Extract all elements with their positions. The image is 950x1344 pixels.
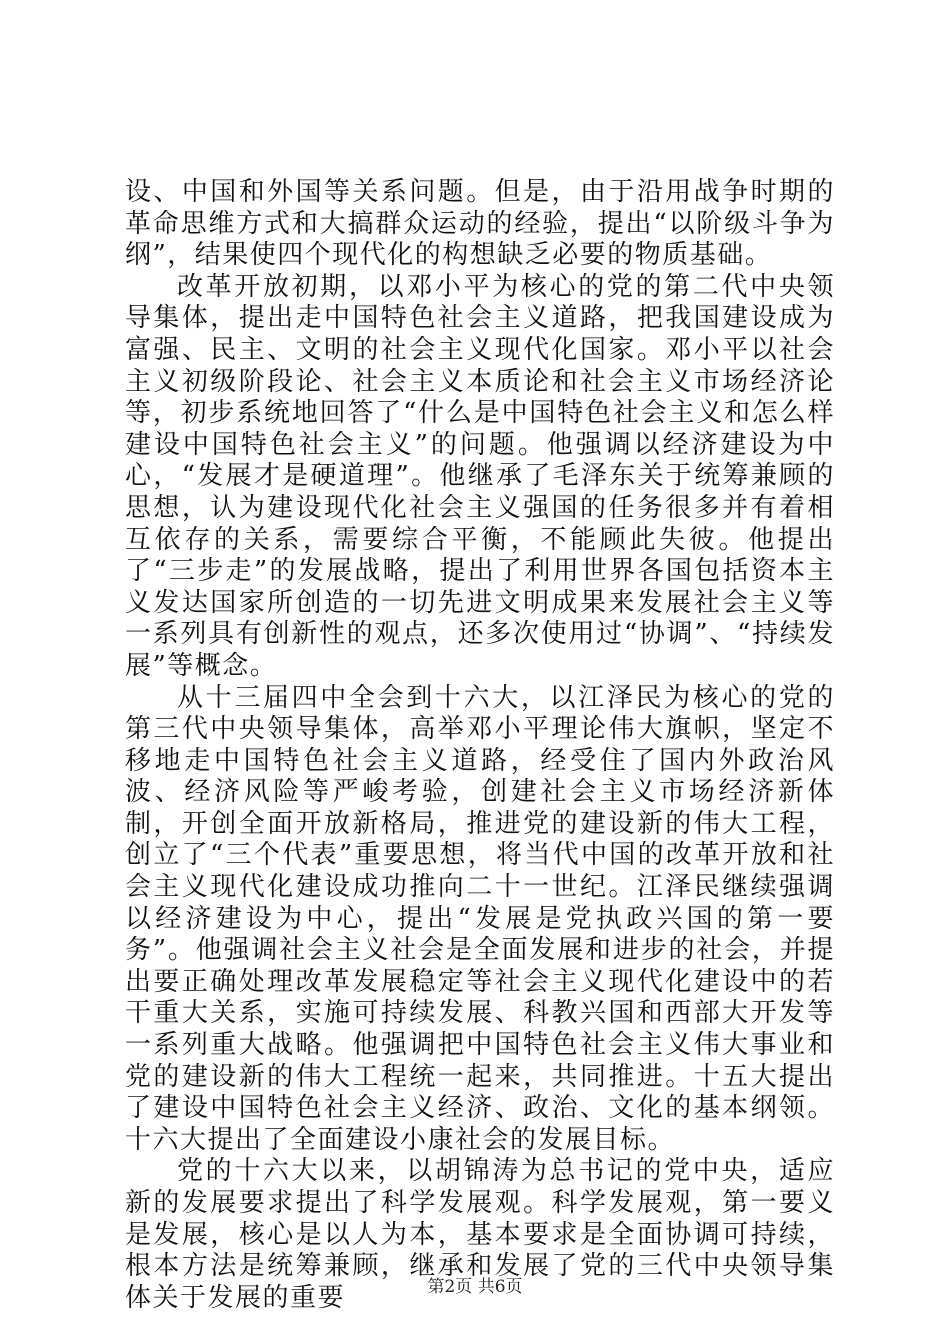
paragraph: 设、中国和外国等关系问题。但是，由于沿用战争时期的革命思维方式和大搞群众运动的经验，提出“以阶级斗争为纲”，结果使四个现代化的构想缺乏必要的物质基础。 <box>125 177 835 271</box>
paragraph: 改革开放初期，以邓小平为核心的党的第二代中央领导集体，提出走中国特色社会主义道路，把我国建设成为富强、民主、文明的社会主义现代化国家。邓小平以社会主义初级阶段论、社会主义本质论和社会主义市场经济论等，初步系统地回答了“什么是中国特色社会主义和怎么样建设中国特色社会主义”的问题。他强调以经济建设为中心，“发展才是硬道理”。他继承了毛泽东关于统筹兼顾的思想，认为建设现代化社会主义强国的任务很多并有着相互依存的关系，需要综合平衡，不能顾此失彼。他提出了“三步走”的发展战略，提出了利用世界各国包括资本主义发达国家所创造的一切先进文明成果来发展社会主义等一系列具有创新性的观点，还多次使用过“协调”、“持续发展”等概念。 <box>125 271 835 681</box>
page-number: 第2页 共6页 <box>427 1277 523 1297</box>
paragraph: 党的十六大以来，以胡锦涛为总书记的党中央，适应新的发展要求提出了科学发展观。科学发展观，第一要义是发展，核心是以人为本，基本要求是全面协调可持续，根本方法是统筹兼顾，继承和发展了党的三代中央领导集体关于发展的重要 <box>125 1156 835 1313</box>
page-footer <box>0 1272 950 1297</box>
paragraph: 从十三届四中全会到十六大，以江泽民为核心的党的第三代中央领导集体，高举邓小平理论伟大旗帜，坚定不移地走中国特色社会主义道路，经受住了国内外政治风波、经济风险等严峻考验，创建社会主义市场经济新体制，开创全面开放新格局，推进党的建设新的伟大工程，创立了“三个代表”重要思想，将当代中国的改革开放和社会主义现代化建设成功推向二十一世纪。江泽民继续强调以经济建设为中心，提出“发展是党执政兴国的第一要务”。他强调社会主义社会是全面发展和进步的社会，并提出要正确处理改革发展稳定等社会主义现代化建设中的若干重大关系，实施可持续发展、科教兴国和西部大开发等一系列重大战略。他强调把中国特色社会主义伟大事业和党的建设新的伟大工程统一起来，共同推进。十五大提出了建设中国特色社会主义经济、政治、文化的基本纲领。十六大提出了全面建设小康社会的发展目标。 <box>125 682 835 1155</box>
body-text <box>125 177 835 1314</box>
